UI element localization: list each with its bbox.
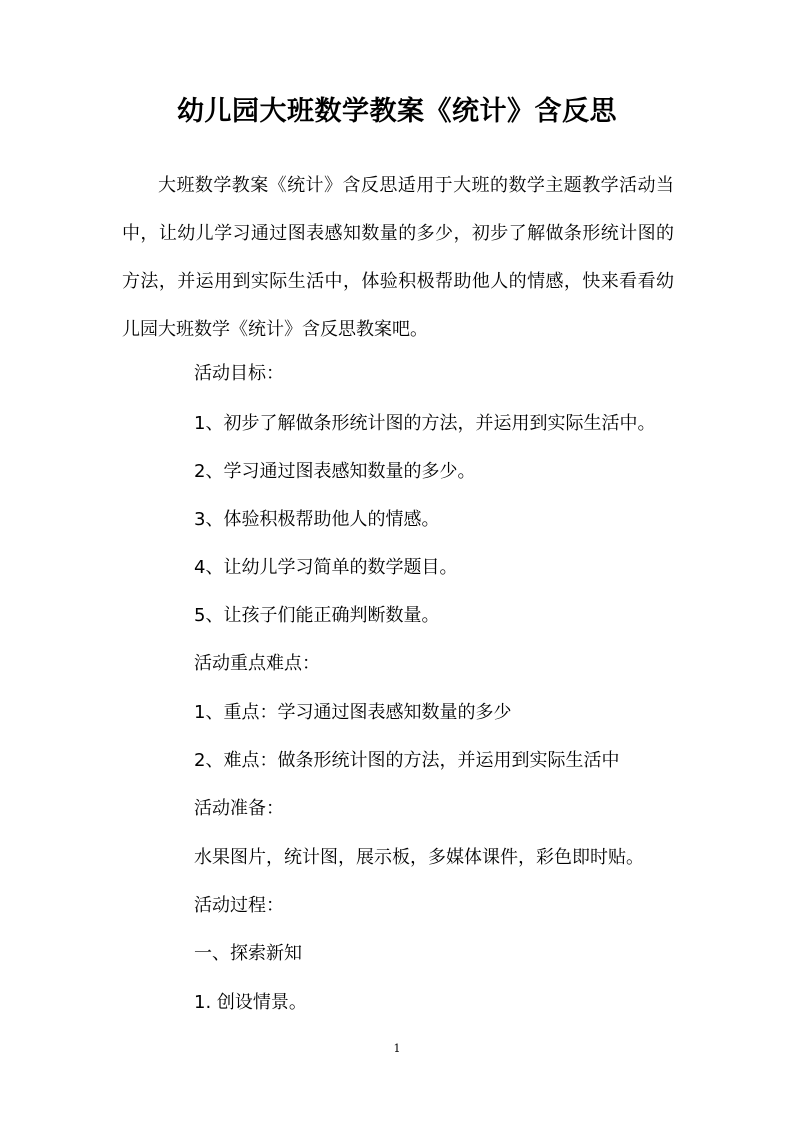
goal-item: 5、让孩子们能正确判断数量。 [194,605,440,626]
goal-item: 3、体验积极帮助他人的情感。 [194,509,440,530]
goal-item: 2、学习通过图表感知数量的多少。 [194,461,476,482]
key-point-item: 2、难点：做条形统计图的方法，并运用到实际生活中 [194,750,620,771]
page-number: 1 [393,1042,401,1055]
document-title: 幼儿园大班数学教案《统计》含反思 [177,96,617,127]
key-point-item: 1、重点：学习通过图表感知数量的多少 [194,702,512,723]
intro-paragraph: 大班数学教案《统计》含反思适用于大班的数学主题教学活动当中，让幼儿学习通过图表感知数量的多少，初步了解做条形统计图的方法，并运用到实际生活中，体验积极帮助他人的情感，快来看看幼儿园大班数学《统计》含反思教案吧。 [122,175,674,340]
goal-item: 1、初步了解做条形统计图的方法，并运用到实际生活中。 [194,413,656,434]
section-heading-process: 活动过程： [194,895,284,916]
process-subheading: 一、探索新知 [194,943,302,964]
goal-item: 4、让幼儿学习简单的数学题目。 [194,557,458,578]
preparation-text: 水果图片，统计图，展示板，多媒体课件，彩色即时贴。 [194,847,644,868]
section-heading-goals: 活动目标： [194,363,284,384]
section-heading-key-points: 活动重点难点： [194,653,320,674]
process-step: 1. 创设情景。 [194,992,307,1013]
section-heading-preparation: 活动准备： [194,798,284,819]
